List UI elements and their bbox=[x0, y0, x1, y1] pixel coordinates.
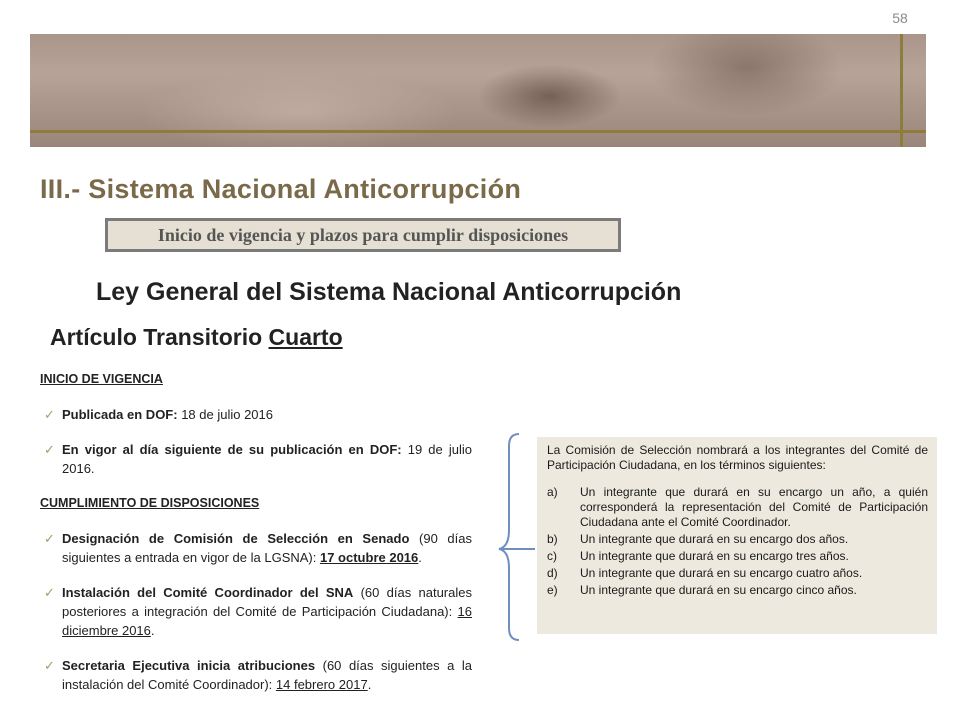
list-marker: d) bbox=[547, 566, 558, 580]
list-item bbox=[40, 656, 472, 694]
item-text: 18 de julio 2016 bbox=[177, 407, 273, 422]
item-date: 16 diciembre 2016 bbox=[62, 604, 472, 638]
list-item bbox=[547, 485, 928, 530]
list-item bbox=[547, 566, 928, 581]
list-item bbox=[547, 549, 928, 564]
list-text: Un integrante que durará en su encargo dos años. bbox=[580, 532, 849, 546]
info-intro: La Comisión de Selección nombrará a los integrantes del Comité de Participación Ciudadana, en los términos siguientes: bbox=[547, 443, 928, 472]
left-column bbox=[40, 370, 472, 710]
article-name: Cuarto bbox=[268, 324, 343, 350]
item-text: (60 días siguientes a la instalación del Comité Coordinador): bbox=[62, 658, 472, 692]
list-text: Un integrante que durará en su encargo un año, a quién corresponderá la representación del Comité de Participación Ciudadana ante el Comité Coordinador. bbox=[580, 485, 928, 529]
list-item bbox=[40, 440, 472, 478]
item-end: . bbox=[418, 550, 422, 565]
page-title: III.- Sistema Nacional Anticorrupción bbox=[40, 174, 522, 204]
item-text: (60 días naturales posteriores a integración del Comité de Participación Ciudadana): bbox=[62, 585, 472, 619]
checkmark-icon: ✓ bbox=[44, 442, 55, 457]
item-label: En vigor al día siguiente de su publicación en DOF: bbox=[62, 442, 402, 457]
article-prefix: Artículo Transitorio bbox=[50, 324, 263, 350]
comision-info-box bbox=[537, 437, 937, 634]
list-marker: e) bbox=[547, 583, 558, 597]
list-marker: a) bbox=[547, 485, 558, 499]
curly-brace-icon bbox=[493, 432, 537, 642]
article-title bbox=[50, 324, 343, 351]
list-marker: c) bbox=[547, 549, 557, 563]
list-item bbox=[40, 529, 472, 567]
list-item bbox=[40, 583, 472, 640]
list-marker: b) bbox=[547, 532, 558, 546]
law-title: Ley General del Sistema Nacional Anticorrupción bbox=[96, 278, 682, 306]
item-date: 17 octubre 2016 bbox=[319, 550, 419, 565]
list-item bbox=[547, 532, 928, 547]
item-text: (90 días siguientes a entrada en vigor de la LGSNA): bbox=[62, 531, 472, 565]
banner-horizontal-line bbox=[30, 130, 926, 133]
list-text: Un integrante que durará en su encargo cuatro años. bbox=[580, 566, 863, 580]
item-end: . bbox=[150, 623, 155, 638]
item-label: Secretaria Ejecutiva inicia atribuciones bbox=[62, 658, 316, 673]
list-text: Un integrante que durará en su encargo tres años. bbox=[580, 549, 849, 563]
info-list bbox=[547, 485, 928, 598]
inicio-vigencia-heading: INICIO DE VIGENCIA bbox=[40, 372, 163, 386]
item-end: . bbox=[367, 677, 372, 692]
item-date: 14 febrero 2017 bbox=[275, 677, 368, 692]
cumplimiento-heading: CUMPLIMIENTO DE DISPOSICIONES bbox=[40, 496, 260, 510]
item-label: Instalación del Comité Coordinador del SNA bbox=[62, 585, 354, 600]
item-text: 19 de julio 2016. bbox=[62, 442, 472, 476]
checkmark-icon: ✓ bbox=[44, 658, 55, 673]
list-item bbox=[547, 583, 928, 598]
checkmark-icon: ✓ bbox=[44, 585, 55, 600]
subtitle-box: Inicio de vigencia y plazos para cumplir disposiciones bbox=[105, 218, 621, 252]
item-label: Designación de Comisión de Selección en Senado bbox=[62, 531, 410, 546]
list-text: Un integrante que durará en su encargo cinco años. bbox=[580, 583, 857, 597]
item-label: Publicada en DOF: bbox=[62, 407, 178, 422]
list-item bbox=[40, 405, 472, 424]
page-number: 58 bbox=[892, 10, 908, 26]
checkmark-icon: ✓ bbox=[44, 407, 55, 422]
checkmark-icon: ✓ bbox=[44, 531, 55, 546]
